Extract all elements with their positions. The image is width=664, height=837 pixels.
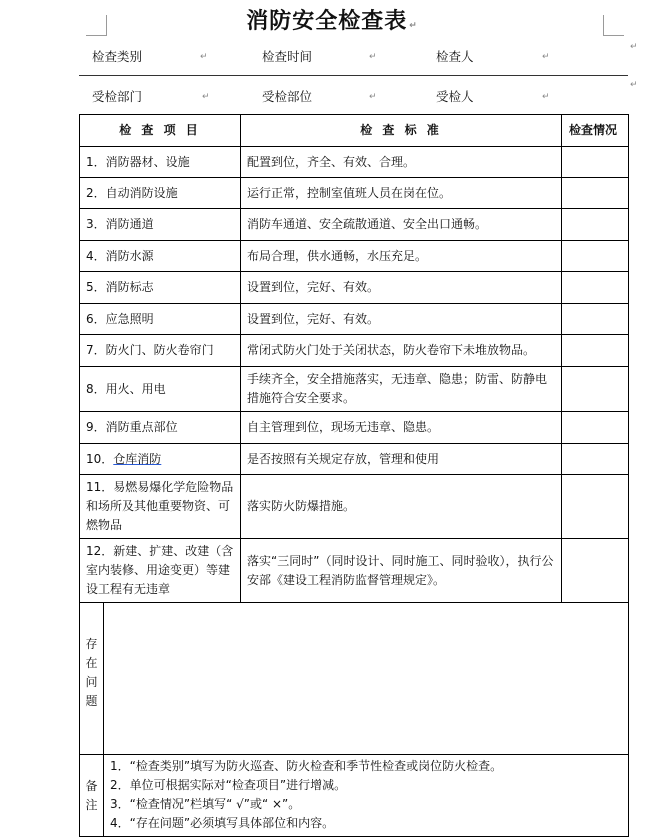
item-cell: 11．易燃易爆化学危险物品和场所及其他重要物资、可燃物品 (80, 475, 241, 539)
standard-cell: 自主管理到位，现场无违章、隐患。 (241, 412, 562, 444)
table-row (80, 335, 629, 367)
table-header-row (80, 115, 629, 147)
issues-label: 存在问题 (80, 603, 104, 755)
paragraph-mark-icon: ↵ (542, 92, 550, 102)
table-row (80, 272, 629, 304)
result-cell[interactable] (562, 147, 629, 178)
table-row (80, 444, 629, 475)
table-row (80, 367, 629, 412)
note-item: 1．“检查类别”填写为防火巡查、防火检查和季节性检查或岗位防火检查。 (110, 759, 503, 773)
result-cell[interactable] (562, 304, 629, 335)
result-cell[interactable] (562, 272, 629, 304)
underlined-item-text: 仓库消防 (113, 451, 162, 466)
issues-row (80, 603, 629, 755)
meta-inspector: 检查人 (436, 49, 474, 64)
item-cell: 4．消防水源 (80, 241, 241, 272)
result-cell[interactable] (562, 367, 629, 412)
standard-cell: 设置到位，完好、有效。 (241, 304, 562, 335)
paragraph-mark-icon: ↵ (409, 21, 418, 31)
result-cell[interactable] (562, 412, 629, 444)
standard-cell: 消防车通道、安全疏散通道、安全出口通畅。 (241, 209, 562, 241)
item-cell: 10．仓库消防 (80, 444, 241, 475)
meta-divider (79, 75, 628, 76)
result-cell[interactable] (562, 475, 629, 539)
item-cell: 9．消防重点部位 (80, 412, 241, 444)
notes-row (80, 755, 629, 837)
item-cell: 3．消防通道 (80, 209, 241, 241)
meta-check-time: 检查时间 (262, 49, 313, 64)
standard-cell: 落实防火防爆措施。 (241, 475, 562, 539)
standard-cell: 配置到位，齐全、有效、合理。 (241, 147, 562, 178)
table-row (80, 147, 629, 178)
paragraph-mark-icon: ↵ (630, 42, 638, 52)
meta-check-type: 检查类别 (92, 49, 143, 64)
paragraph-mark-icon: ↵ (369, 92, 377, 102)
result-cell[interactable] (562, 241, 629, 272)
item-cell: 12．新建、扩建、改建（含室内装修、用途变更）等建设工程有无违章 (80, 539, 241, 603)
standard-cell: 设置到位，完好、有效。 (241, 272, 562, 304)
notes-list (110, 757, 622, 833)
item-cell: 1．消防器材、设施 (80, 147, 241, 178)
paragraph-mark-icon: ↵ (630, 80, 638, 90)
paragraph-mark-icon: ↵ (200, 52, 208, 62)
standard-cell: 布局合理，供水通畅，水压充足。 (241, 241, 562, 272)
issues-content[interactable] (104, 603, 629, 755)
table-row (80, 178, 629, 209)
standard-cell: 运行正常，控制室值班人员在岗在位。 (241, 178, 562, 209)
table-row (80, 412, 629, 444)
result-cell[interactable] (562, 444, 629, 475)
note-item: 4．“存在问题”必须填写具体部位和内容。 (110, 816, 335, 830)
header-result: 检查情况 (562, 115, 629, 147)
result-cell[interactable] (562, 539, 629, 603)
table-row (80, 304, 629, 335)
table-row (80, 475, 629, 539)
paragraph-mark-icon: ↵ (369, 52, 377, 62)
header-standard: 检 查 标 准 (241, 115, 562, 147)
note-item: 2．单位可根据实际对“检查项目”进行增减。 (110, 778, 347, 792)
standard-cell: 手续齐全，安全措施落实，无违章、隐患；防雷、防静电措施符合安全要求。 (241, 367, 562, 412)
result-cell[interactable] (562, 178, 629, 209)
table-row (80, 241, 629, 272)
header-item: 检 查 项 目 (80, 115, 241, 147)
inspection-table (79, 114, 629, 837)
result-cell[interactable] (562, 335, 629, 367)
item-cell: 2．自动消防设施 (80, 178, 241, 209)
meta-inspected-location: 受检部位 (262, 89, 313, 104)
paragraph-mark-icon: ↵ (542, 52, 550, 62)
note-item: 3．“检查情况”栏填写“ √”或“ ×”。 (110, 797, 301, 811)
item-cell: 7．防火门、防火卷帘门 (80, 335, 241, 367)
standard-cell: 落实“三同时”（同时设计、同时施工、同时验收），执行公安部《建设工程消防监督管理规定》。 (241, 539, 562, 603)
document-title: 消防安全检查表 ↵ (246, 9, 418, 34)
table-row (80, 209, 629, 241)
item-cell: 5．消防标志 (80, 272, 241, 304)
paragraph-mark-icon: ↵ (202, 92, 210, 102)
item-cell: 6．应急照明 (80, 304, 241, 335)
standard-cell: 常闭式防火门处于关闭状态，防火卷帘下未堆放物品。 (241, 335, 562, 367)
item-cell: 8．用火、用电 (80, 367, 241, 412)
meta-inspected-person: 受检人 (436, 89, 474, 104)
table-row (80, 539, 629, 603)
standard-cell: 是否按照有关规定存放，管理和使用 (241, 444, 562, 475)
notes-label: 备注 (80, 755, 104, 837)
result-cell[interactable] (562, 209, 629, 241)
meta-inspected-department: 受检部门 (92, 89, 143, 104)
notes-content (104, 755, 629, 837)
